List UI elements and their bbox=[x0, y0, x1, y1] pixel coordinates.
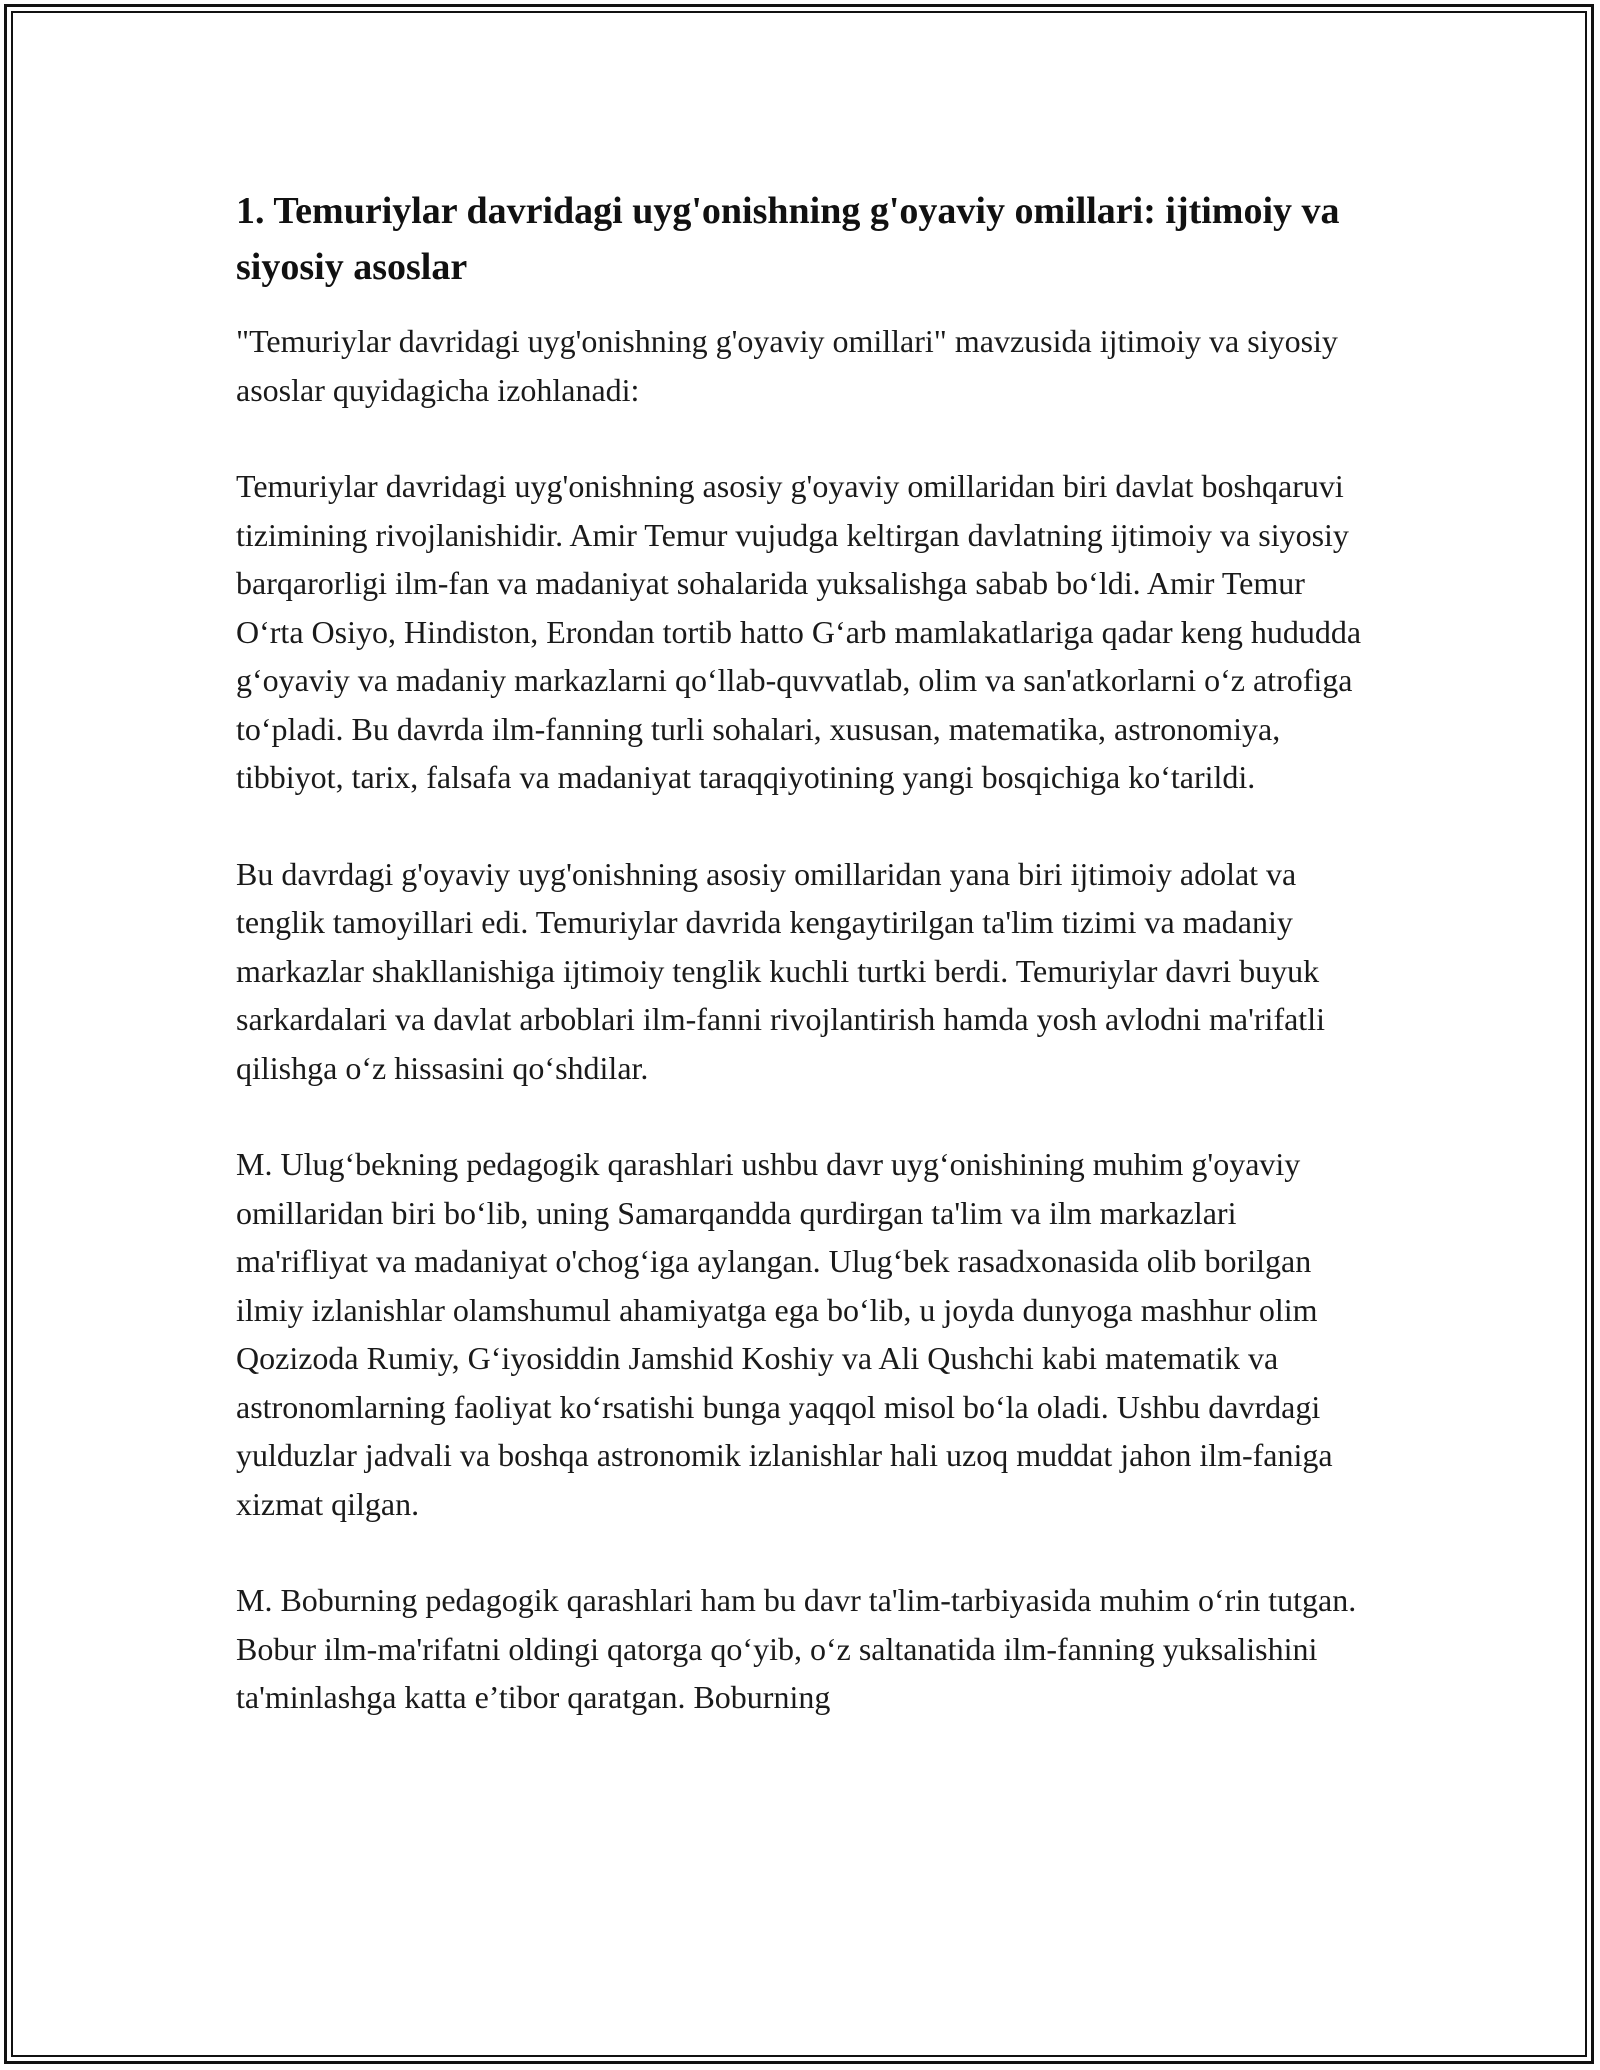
document-body bbox=[236, 183, 1376, 1770]
paragraph-bobur: M. Boburning pedagogik qarashlari ham bu davr ta'lim-tarbiyasida muhim o‘rin tutgan. Bobur ilm-ma'rifatni oldingi qatorga qo‘yib, o‘z saltanatida ilm-fanning yuksalishini ta'minlashga katta e’tibor qaratgan. Boburning bbox=[236, 1582, 1357, 1715]
paragraph-ulugbek: M. Ulug‘bekning pedagogik qarashlari ushbu davr uyg‘onishining muhim g'oyaviy omillaridan biri bo‘lib, uning Samarqandda qurdirgan ta'lim va ilm markazlari ma'rifliyat va madaniyat o'chog‘iga aylangan. Ulug‘bek rasadxonasida olib borilgan ilmiy izlanishlar olamshumul ahamiyatga ega bo‘lib, u joyda dunyoga mashhur olim Qozizoda Rumiy, G‘iyosiddin Jamshid Koshiy va Ali Qushchi kabi matematik va astronomlarning faoliyat ko‘rsatishi bunga yaqqol misol bo‘la oladi. Ushbu davrdagi yulduzlar jadvali va boshqa astronomik izlanishlar hali uzoq muddat jahon ilm-faniga xizmat qilgan. bbox=[236, 1146, 1333, 1522]
section-heading: 1. Temuriylar davridagi uyg'onishning g'oyaviy omillari: ijtimoiy va siyosiy asoslar bbox=[236, 190, 1340, 288]
paragraph-social-justice: Bu davrdagi g'oyaviy uyg'onishning asosiy omillaridan yana biri ijtimoiy adolat va tenglik tamoyillari edi. Temuriylar davrida kengaytirilgan ta'lim tizimi va madaniy markazlar shakllanishiga ijtimoiy tenglik kuchli turtki berdi. Temuriylar davri buyuk sarkardalari va davlat arboblari ilm-fanni rivojlantirish hamda yosh avlodni ma'rifatli qilishga o‘z hissasini qo‘shdilar. bbox=[236, 855, 1325, 1086]
paragraph-governance: Temuriylar davridagi uyg'onishning asosiy g'oyaviy omillaridan biri davlat boshqaruvi tizimining rivojlanishidir. Amir Temur vujudga keltirgan davlatning ijtimoiy va siyosiy barqarorligi ilm-fan va madaniyat sohalarida yuksalishga sabab bo‘ldi. Amir Temur O‘rta Osiyo, Hindiston, Erondan tortib hatto G‘arb mamlakatlariga qadar keng hududda g‘oyaviy va madaniy markazlarni qo‘llab-quvvatlab, olim va san'atkorlarni o‘z atrofiga to‘pladi. Bu davrda ilm-fanning turli sohalari, xususan, matematika, astronomiya, tibbiyot, tarix, falsafa va madaniyat taraqqiyotining yangi bosqichiga ko‘tarildi. bbox=[236, 468, 1362, 795]
intro-paragraph: "Temuriylar davridagi uyg'onishning g'oyaviy omillari" mavzusida ijtimoiy va siyosiy asoslar quyidagicha izohlanadi: bbox=[236, 323, 1338, 408]
